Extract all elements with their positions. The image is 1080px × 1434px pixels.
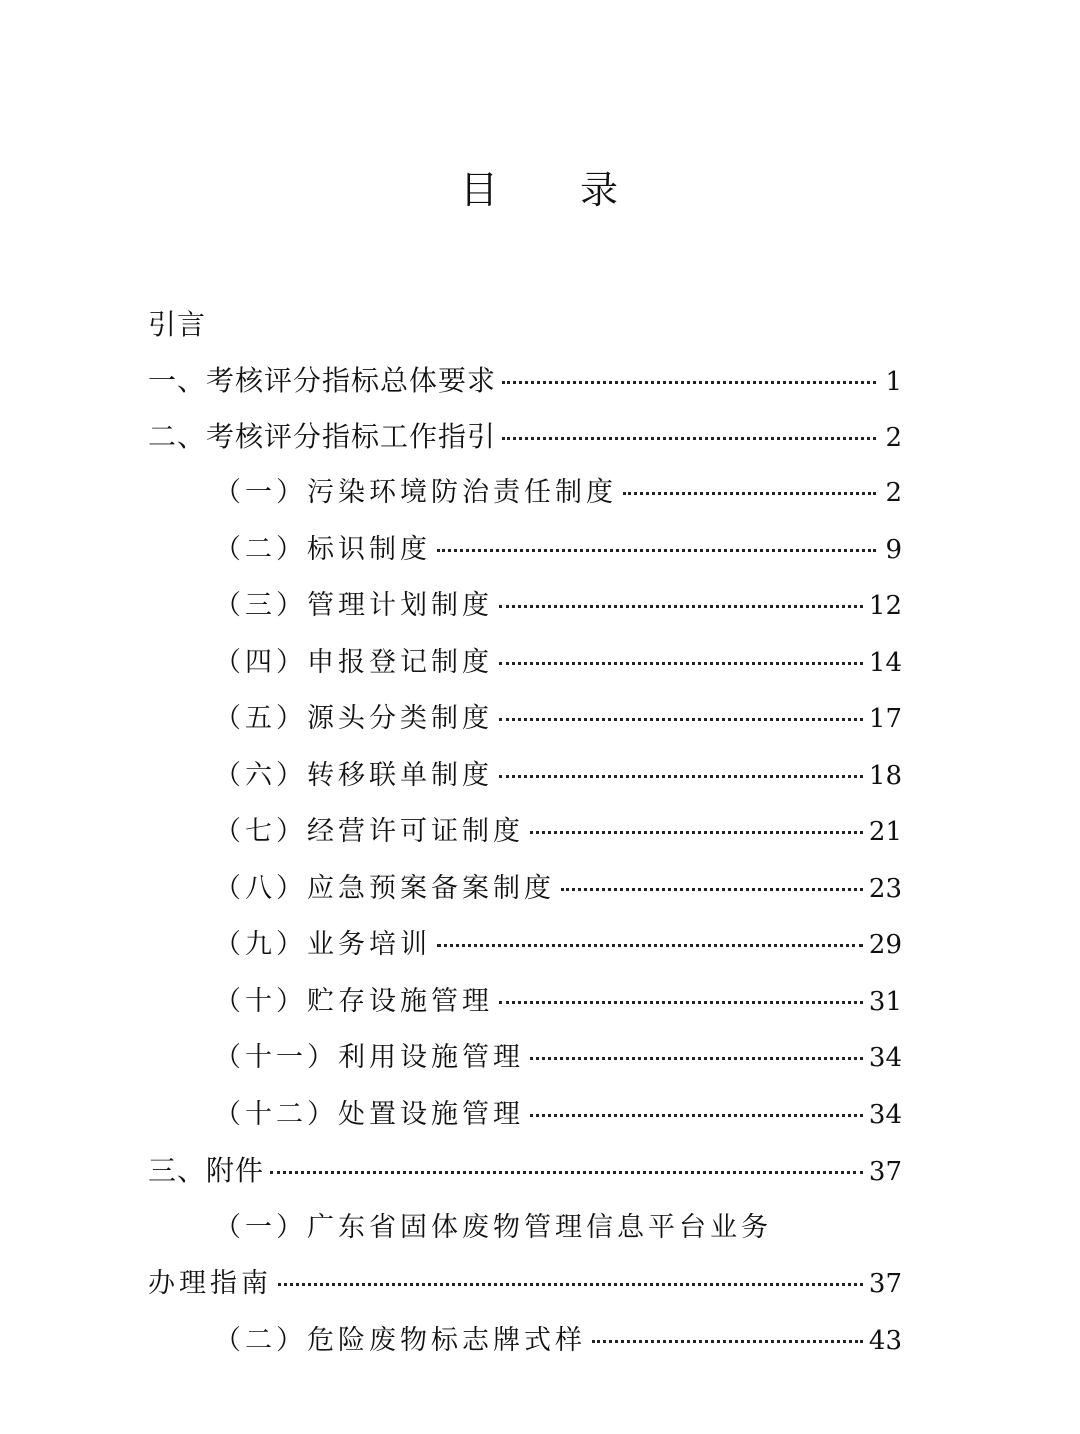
toc-entry-intro[interactable] (148, 297, 902, 353)
toc-entry-item-3[interactable] (214, 578, 902, 634)
toc-entry-item-11[interactable] (214, 1030, 902, 1086)
title-char-1: 目 (459, 168, 500, 212)
toc-entry-label: （六）转移联单制度 (214, 760, 493, 791)
dot-leader (623, 492, 876, 495)
toc-entry-label: （二）危险废物标志牌式样 (214, 1325, 586, 1356)
dot-leader (530, 1057, 863, 1060)
toc-page-number: 1 (885, 367, 902, 397)
toc-entry-section-2[interactable] (148, 409, 902, 465)
toc-entry-label: 三、附件 (148, 1154, 265, 1187)
dot-leader (499, 718, 863, 721)
toc-entry-label: 二、考核评分指标工作指引 (148, 420, 497, 453)
toc-page-number: 37 (868, 1269, 902, 1299)
dot-leader (530, 1114, 863, 1117)
dot-leader (561, 888, 863, 891)
toc-entry-item-5[interactable] (214, 691, 902, 747)
toc-entry-label: （一）广东省固体废物管理信息平台业务 (214, 1212, 772, 1243)
toc-page-number: 9 (885, 535, 902, 565)
dot-leader (437, 944, 863, 947)
toc-page-number: 29 (868, 930, 902, 960)
toc-entry-section-1[interactable] (148, 353, 902, 409)
toc-entry-item-9[interactable] (214, 917, 902, 973)
toc-page-number: 43 (868, 1326, 902, 1356)
toc-entry-label: （十二）处置设施管理 (214, 1099, 524, 1130)
dot-leader (278, 1283, 863, 1286)
toc-entry-section-3[interactable] (148, 1143, 902, 1199)
toc-entry-label: （一）污染环境防治责任制度 (214, 477, 617, 508)
toc-page-number: 2 (885, 478, 902, 508)
dot-leader (270, 1171, 863, 1174)
toc-entry-label: （八）应急预案备案制度 (214, 873, 555, 904)
toc-entry-label: 一、考核评分指标总体要求 (148, 364, 497, 397)
toc-page-number: 17 (868, 704, 902, 734)
toc-entry-item-10[interactable] (214, 974, 902, 1030)
toc-entry-appendix-1[interactable] (214, 1200, 902, 1256)
toc-page-number: 31 (868, 987, 902, 1017)
toc-entry-label: （九）业务培训 (214, 929, 431, 960)
dot-leader (502, 437, 876, 440)
toc-entry-item-4[interactable] (214, 635, 902, 691)
toc-page-number: 18 (868, 761, 902, 791)
toc-entry-item-2[interactable] (214, 522, 902, 578)
toc-entry-item-1[interactable] (214, 465, 902, 521)
toc-entry-item-8[interactable] (214, 861, 902, 917)
toc-page-number: 21 (868, 817, 902, 847)
dot-leader (592, 1340, 863, 1343)
toc-entry-item-6[interactable] (214, 748, 902, 804)
toc-page-number: 37 (868, 1157, 902, 1187)
toc-entry-appendix-2[interactable] (214, 1313, 902, 1369)
dot-leader (437, 549, 876, 552)
dot-leader (499, 605, 863, 608)
toc-entry-appendix-1-continued[interactable] (148, 1256, 902, 1312)
toc-page-number: 14 (868, 648, 902, 678)
dot-leader (499, 662, 863, 665)
toc-entry-item-12[interactable] (214, 1087, 902, 1143)
toc-entry-label: 办理指南 (148, 1268, 272, 1299)
toc-page-number: 23 (868, 874, 902, 904)
dot-leader (499, 775, 863, 778)
toc-entry-label: （十一）利用设施管理 (214, 1042, 524, 1073)
dot-leader (502, 381, 876, 384)
toc-entry-item-7[interactable] (214, 804, 902, 860)
toc-page-number: 34 (868, 1100, 902, 1130)
toc-entry-label: （三）管理计划制度 (214, 590, 493, 621)
dot-leader (530, 831, 863, 834)
title-char-2: 录 (580, 168, 621, 212)
toc-page-number: 12 (868, 591, 902, 621)
toc-entry-label: 引言 (148, 308, 207, 341)
toc-page-number: 34 (868, 1043, 902, 1073)
toc-entry-label: （四）申报登记制度 (214, 647, 493, 678)
toc-entry-label: （五）源头分类制度 (214, 703, 493, 734)
toc-entry-label: （七）经营许可证制度 (214, 816, 524, 847)
toc-entry-label: （二）标识制度 (214, 534, 431, 565)
dot-leader (499, 1001, 863, 1004)
toc-page-number: 2 (885, 423, 902, 453)
toc-entry-label: （十）贮存设施管理 (214, 986, 493, 1017)
